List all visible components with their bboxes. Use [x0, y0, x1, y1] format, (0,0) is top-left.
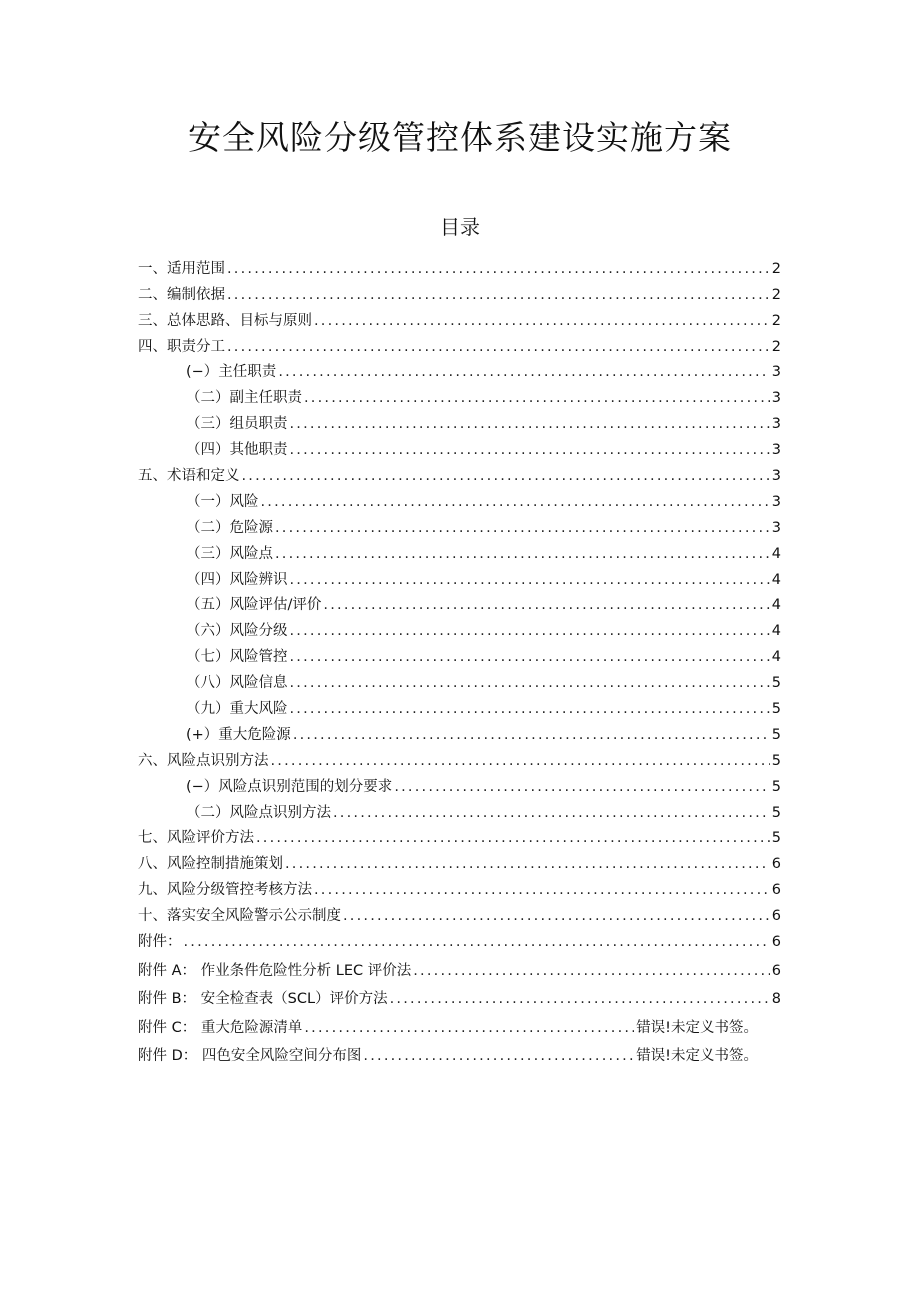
toc-page-number: 2: [771, 260, 781, 277]
toc-dot-leader: [275, 518, 770, 538]
toc-heading: 目录: [440, 215, 480, 239]
toc-entry-label: 四、职责分工: [138, 338, 225, 355]
toc-entry-label: （七）风险管控: [186, 649, 288, 666]
toc-entry[interactable]: [138, 981, 781, 1010]
toc-page-number: 3: [771, 493, 781, 510]
table-of-contents: [138, 253, 781, 1066]
toc-entry[interactable]: [138, 1038, 758, 1067]
toc-entry[interactable]: [138, 357, 781, 383]
toc-entry[interactable]: [138, 874, 781, 900]
toc-entry-label: （八）风险信息: [186, 675, 288, 692]
toc-dot-leader: [290, 699, 770, 719]
toc-entry-label: 附件 D： 四色安全风险空间分布图: [138, 1048, 362, 1065]
toc-entry-label: （三）组员职责: [186, 416, 288, 433]
toc-page-number: 4: [771, 545, 781, 562]
toc-dot-leader: [242, 466, 770, 486]
toc-page-number: 6: [771, 908, 781, 925]
toc-entry[interactable]: [138, 434, 781, 460]
toc-entry-label: （六）风险分级: [186, 623, 288, 640]
toc-dot-leader: [343, 906, 770, 926]
toc-page-number: 6: [771, 934, 781, 951]
toc-entry-label: 十、落实安全风险警示公示制度: [138, 908, 341, 925]
toc-page-number: 8: [771, 991, 781, 1008]
toc-page-number: 6: [771, 962, 781, 979]
toc-page-number: 2: [771, 338, 781, 355]
toc-entry[interactable]: [138, 305, 781, 331]
toc-entry-label: 一、适用范围: [138, 260, 225, 277]
toc-entry[interactable]: [138, 564, 781, 590]
toc-page-number: 错误!未定义书签。: [636, 1019, 758, 1036]
toc-entry[interactable]: [138, 771, 781, 797]
toc-entry-label: （二）风险点识别方法: [186, 804, 331, 821]
toc-entry-label: 三、总体思路、目标与原则: [138, 312, 312, 329]
toc-entry-label: (−）风险点识别范围的划分要求: [186, 778, 393, 795]
toc-entry[interactable]: [138, 279, 781, 305]
toc-entry[interactable]: [138, 745, 781, 771]
toc-dot-leader: [304, 388, 770, 408]
toc-page-number: 3: [771, 416, 781, 433]
toc-dot-leader: [271, 751, 770, 771]
toc-dot-leader: [290, 673, 770, 693]
toc-entry[interactable]: [138, 331, 781, 357]
toc-page-number: 5: [771, 675, 781, 692]
toc-entry-label: 附件：: [138, 934, 182, 951]
toc-entry[interactable]: [138, 823, 781, 849]
toc-page-number: 3: [771, 519, 781, 536]
toc-entry-label: （三）风险点: [186, 545, 273, 562]
toc-entry[interactable]: [138, 926, 781, 952]
toc-dot-leader: [227, 259, 770, 279]
toc-entry-label: 附件 C： 重大危险源清单: [138, 1019, 303, 1036]
toc-entry[interactable]: [138, 719, 781, 745]
toc-entry[interactable]: [138, 615, 781, 641]
toc-entry[interactable]: [138, 667, 781, 693]
toc-entry-label: （二）副主任职责: [186, 390, 302, 407]
toc-dot-leader: [290, 414, 770, 434]
toc-page-number: 5: [771, 701, 781, 718]
toc-page-number: 6: [771, 856, 781, 873]
toc-dot-leader: [390, 989, 770, 1009]
toc-entry[interactable]: [138, 486, 781, 512]
toc-entry-label: 二、编制依据: [138, 286, 225, 303]
toc-entry-label: 附件 B： 安全检查表（SCL）评价方法: [138, 991, 388, 1008]
toc-entry[interactable]: [138, 538, 781, 564]
toc-entry-label: （五）风险评估/评价: [186, 597, 322, 614]
toc-page-number: 5: [771, 830, 781, 847]
document-title: 安全风险分级管控体系建设实施方案: [188, 118, 732, 157]
toc-page-number: 4: [771, 623, 781, 640]
toc-entry-label: （四）风险辨识: [186, 571, 288, 588]
toc-dot-leader: [314, 880, 770, 900]
toc-dot-leader: [394, 777, 769, 797]
toc-page-number: 2: [771, 312, 781, 329]
toc-entry-label: （二）危险源: [186, 519, 273, 536]
toc-entry[interactable]: [138, 900, 781, 926]
toc-dot-leader: [413, 961, 770, 981]
toc-entry[interactable]: [138, 253, 781, 279]
toc-entry[interactable]: [138, 590, 781, 616]
toc-entry-label: 七、风险评价方法: [138, 830, 254, 847]
toc-dot-leader: [261, 492, 770, 512]
toc-dot-leader: [227, 285, 770, 305]
toc-dot-leader: [323, 595, 769, 615]
toc-entry-label: 九、风险分级管控考核方法: [138, 882, 312, 899]
toc-entry-label: 五、术语和定义: [138, 468, 240, 485]
toc-page-number: 5: [771, 804, 781, 821]
toc-entry-label: 八、风险控制措施策划: [138, 856, 283, 873]
toc-entry-label: （九）重大风险: [186, 701, 288, 718]
toc-entry-label: （一）风险: [186, 493, 259, 510]
toc-page-number: 3: [771, 442, 781, 459]
toc-entry-label: (−）主任职责: [186, 364, 277, 381]
toc-entry-label: （四）其他职责: [186, 442, 288, 459]
toc-entry-label: 六、风险点识别方法: [138, 752, 269, 769]
toc-dot-leader: [314, 311, 770, 331]
toc-dot-leader: [290, 647, 770, 667]
toc-page-number: 3: [771, 390, 781, 407]
toc-page-number: 3: [771, 468, 781, 485]
toc-entry[interactable]: [138, 460, 781, 486]
toc-dot-leader: [363, 1046, 634, 1066]
toc-entry[interactable]: [138, 952, 781, 981]
toc-page-number: 4: [771, 649, 781, 666]
toc-dot-leader: [285, 854, 770, 874]
toc-entry[interactable]: [138, 848, 781, 874]
toc-dot-leader: [290, 440, 770, 460]
toc-entry[interactable]: [138, 641, 781, 667]
toc-page-number: 4: [771, 597, 781, 614]
toc-dot-leader: [290, 621, 770, 641]
toc-dot-leader: [256, 828, 770, 848]
toc-page-number: 5: [771, 778, 781, 795]
toc-page-number: 2: [771, 286, 781, 303]
toc-entry[interactable]: [138, 1009, 758, 1038]
toc-dot-leader: [293, 725, 770, 745]
toc-entry[interactable]: [138, 797, 781, 823]
toc-dot-leader: [333, 803, 770, 823]
toc-dot-leader: [184, 932, 770, 952]
toc-page-number: 6: [771, 882, 781, 899]
toc-page-number: 5: [771, 726, 781, 743]
toc-entry[interactable]: [138, 693, 781, 719]
toc-dot-leader: [275, 544, 770, 564]
toc-dot-leader: [278, 362, 769, 382]
toc-page-number: 4: [771, 571, 781, 588]
toc-page-number: 错误!未定义书签。: [636, 1048, 758, 1065]
toc-page-number: 3: [771, 364, 781, 381]
toc-entry[interactable]: [138, 408, 781, 434]
toc-entry[interactable]: [138, 382, 781, 408]
toc-dot-leader: [304, 1018, 634, 1038]
toc-page-number: 5: [771, 752, 781, 769]
toc-entry[interactable]: [138, 512, 781, 538]
toc-entry-label: 附件 A： 作业条件危险性分析 LEC 评价法: [138, 962, 412, 979]
toc-dot-leader: [290, 570, 770, 590]
toc-entry-label: (+）重大危险源: [186, 726, 291, 743]
toc-dot-leader: [227, 337, 770, 357]
